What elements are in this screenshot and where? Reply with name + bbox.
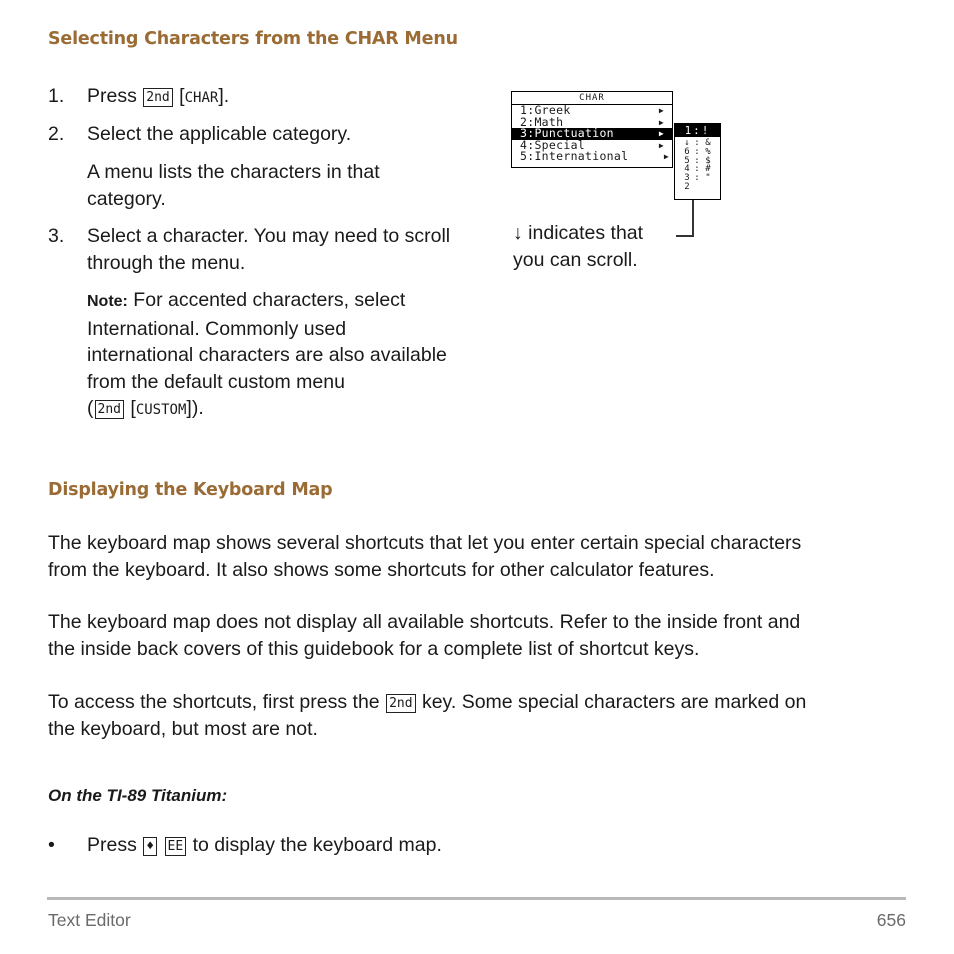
step-1-end: . (223, 85, 230, 107)
submenu-chars (703, 139, 713, 183)
step-1-number: 1. (48, 85, 65, 107)
submenu-char: # (705, 164, 711, 175)
step-3-number: 3. (48, 225, 65, 247)
key-2nd: 2nd (143, 88, 172, 107)
step-2-text: Select the applicable category. (87, 123, 352, 145)
key-2nd: 2nd (95, 400, 124, 419)
menu-item-label: 5:International (520, 149, 629, 163)
callout-line-vertical (692, 200, 694, 236)
submenu-separator: : (694, 164, 700, 175)
step-2-result-line1: A menu lists the characters in that (87, 161, 380, 183)
submenu-number: 2 (684, 181, 690, 192)
submenu-number: 5 (684, 155, 690, 166)
callout-line-horizontal (676, 235, 694, 237)
paragraph-3-post: key. Some special characters are marked on (416, 691, 807, 713)
menu-item-international (512, 151, 672, 163)
right-triangle-icon: ▶ (658, 106, 664, 115)
section-heading-char-menu: Selecting Characters from the CHAR Menu (48, 29, 458, 49)
paragraph-3-line2: the keyboard, but most are not. (48, 717, 318, 740)
note-label: Note: (87, 293, 128, 310)
note-paren-open: ( (87, 397, 94, 419)
right-triangle-icon: ▶ (658, 129, 664, 138)
punctuation-submenu (674, 123, 721, 200)
step-2-result (87, 159, 380, 212)
key-2nd: 2nd (386, 694, 415, 713)
submenu-char: " (705, 173, 711, 184)
section-heading-keyboard-map: Displaying the Keyboard Map (48, 480, 333, 500)
submenu-separators (692, 139, 702, 183)
note-paren-close: ). (191, 397, 204, 419)
scroll-down-arrow-icon: ↓ (684, 138, 690, 148)
screen-caption (513, 220, 643, 273)
key-custom: CUSTOM (135, 402, 187, 418)
note-line2: International. Commonly used (87, 317, 347, 340)
submenu-char: $ (705, 155, 711, 166)
menu-item-label: 2:Math (520, 114, 564, 129)
menu-item-label: 3:Punctuation (520, 126, 614, 140)
step-2-number: 2. (48, 123, 65, 145)
submenu-numbers (682, 139, 692, 192)
step-2-result-line2: category. (87, 187, 166, 210)
submenu-separator: : (694, 138, 700, 148)
bullet-post: to display the keyboard map. (187, 834, 442, 856)
char-menu-screen (511, 91, 673, 168)
paragraph-2-line1: The keyboard map does not display all available shortcuts. Refer to the inside front and (48, 611, 801, 633)
right-triangle-icon: ▶ (658, 117, 664, 127)
ti89-subheading: On the TI-89 Titanium: (48, 786, 228, 805)
note-line4: from the default custom menu (87, 370, 345, 393)
submenu-selected-item: 1:! (675, 124, 720, 137)
step-3-line2: through the menu. (87, 251, 246, 274)
screen-caption-line1: ↓ indicates that (513, 222, 644, 244)
step-3-text (87, 223, 450, 276)
right-triangle-icon: ▶ (663, 152, 669, 161)
submenu-number: 3 (684, 173, 690, 184)
bullet-symbol: • (48, 834, 55, 856)
step-1-text: Press 2nd [CHAR]. (87, 85, 230, 107)
note-line1: For accented characters, select (127, 289, 406, 311)
bullet-pre: Press (87, 834, 143, 856)
note-block: Note: For accented characters, select International. Commonly used international characters are also available from the default custom menu ( 2nd [CUSTOM]). (87, 289, 447, 419)
footer-section-name: Text Editor (48, 910, 131, 930)
submenu-number: 6 (684, 146, 690, 157)
paragraph-3-pre: To access the shortcuts, first press the (48, 691, 386, 713)
footer-page-number: 656 (876, 910, 906, 930)
right-triangle-icon: ▶ (658, 140, 664, 150)
key-diamond: ♦ (143, 837, 157, 856)
paragraph-3 (48, 689, 806, 742)
screen-caption-line2: you can scroll. (513, 248, 638, 271)
submenu-separator: : (694, 155, 700, 166)
submenu-char: & (705, 138, 711, 148)
submenu-char: % (705, 146, 711, 157)
paragraph-1 (48, 530, 801, 583)
key-char: CHAR (184, 90, 219, 106)
paragraph-2 (48, 609, 800, 662)
char-menu-title: CHAR (512, 92, 672, 105)
submenu-number: 4 (684, 164, 690, 175)
paragraph-2-line2: the inside back covers of this guidebook for a complete list of shortcut keys. (48, 637, 700, 660)
step-1-label: Press (87, 85, 143, 107)
key-ee: EE (165, 837, 187, 856)
note-line3: international characters are also available (87, 344, 447, 366)
bullet-text (87, 832, 442, 859)
paragraph-1-line1: The keyboard map shows several shortcuts that let you enter certain special characters (48, 532, 802, 554)
menu-item-label: 1:Greek (520, 103, 571, 117)
submenu-separator: : (694, 146, 700, 157)
paragraph-1-line2: from the keyboard. It also shows some shortcuts for other calculator features. (48, 558, 715, 581)
footer-divider (47, 897, 906, 900)
menu-item-label: 4:Special (520, 137, 586, 152)
submenu-separator: : (694, 173, 700, 184)
step-3-line1: Select a character. You may need to scroll (87, 225, 451, 247)
